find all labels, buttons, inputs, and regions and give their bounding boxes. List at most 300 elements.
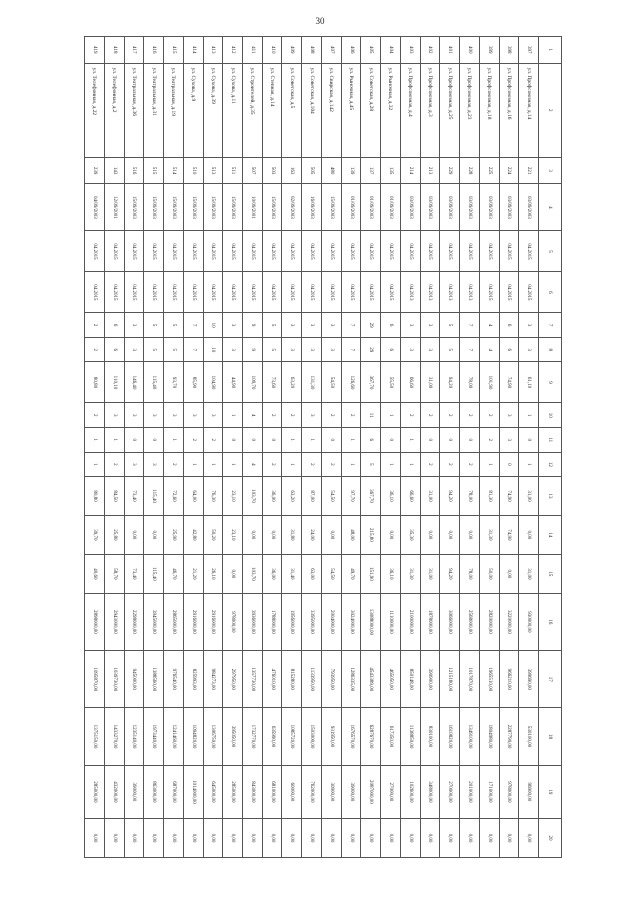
table-cell: 1306750,00 — [203, 708, 223, 765]
table-cell: 1965510,00 — [479, 651, 499, 708]
table-cell: 9 — [242, 313, 262, 338]
table-cell: 1 — [400, 427, 420, 452]
table-cell: 1 — [381, 403, 401, 428]
address-cell: ул. Свирская, д.142 — [321, 63, 341, 157]
table-cell: 0,00 — [124, 818, 144, 857]
table-cell: 0,00 — [499, 818, 519, 857]
table-cell: 0,00 — [381, 818, 401, 857]
table-cell: 126,60 — [341, 362, 361, 403]
header-cell: 7 — [539, 313, 562, 338]
table-cell: 1878000,00 — [420, 593, 440, 650]
table-cell: 225 — [479, 157, 499, 184]
table-cell: 115,40 — [144, 477, 164, 516]
table-cell: 1085720,00 — [282, 708, 302, 765]
table-cell: 3 — [499, 427, 519, 452]
table-cell: 228 — [460, 157, 480, 184]
table-cell: 1241460,00 — [164, 708, 184, 765]
table-cell: 171000,00 — [479, 765, 499, 818]
table-cell: 04.2015 — [302, 272, 322, 313]
table-cell: 2898000,00 — [85, 593, 105, 650]
table-cell: 31,30 — [479, 515, 499, 554]
table-cell: 815280,00 — [282, 651, 302, 708]
table-cell: 3395000,00 — [302, 593, 322, 650]
table-cell: 2298000,00 — [124, 593, 144, 650]
table-cell: 04.2015 — [519, 272, 539, 313]
table-cell: 87,00 — [302, 477, 322, 516]
table-cell: 645000,00 — [203, 765, 223, 818]
table-cell: 3 — [321, 313, 341, 338]
table-cell: 976540,00 — [164, 651, 184, 708]
table-cell: 1 — [400, 452, 420, 477]
table-cell: 3066000,00 — [440, 593, 460, 650]
table-cell: 0 — [144, 427, 164, 452]
table-cell: 1 — [203, 452, 223, 477]
table-cell: 2943000,00 — [104, 593, 124, 650]
table-cell: 7 — [341, 313, 361, 338]
header-cell: 5 — [539, 231, 562, 272]
table-cell: 01/09/2003 — [361, 184, 381, 231]
table-cell: 2 — [341, 403, 361, 428]
table-cell: 1235140,00 — [124, 708, 144, 765]
table-cell: 2 — [321, 403, 341, 428]
table-cell: 3 — [183, 403, 203, 428]
table-cell: 1138850,00 — [400, 708, 420, 765]
table-cell: 285000,00 — [223, 765, 243, 818]
table-cell: 413 — [203, 37, 223, 64]
table-cell: 04.2015 — [282, 231, 302, 272]
table-cell: 04.2015 — [341, 272, 361, 313]
table-cell: 1 — [183, 452, 203, 477]
table-cell: 966210,00 — [499, 651, 519, 708]
table-cell: 76,30 — [203, 477, 223, 516]
table-cell: 04.2015 — [124, 231, 144, 272]
table-cell: 04.2015 — [400, 231, 420, 272]
table-cell: 03/09/2003 — [420, 184, 440, 231]
table-cell: 221 — [519, 157, 539, 184]
table-cell: 507 — [242, 157, 262, 184]
table-cell: 3945000,00 — [144, 593, 164, 650]
table-cell: 03/09/2003 — [440, 184, 460, 231]
table-cell: 3 — [519, 337, 539, 362]
table-cell: 0,00 — [302, 818, 322, 857]
table-cell: 139 — [341, 157, 361, 184]
table-cell: 61,10 — [519, 362, 539, 403]
table-cell: 850148,00 — [400, 651, 420, 708]
table-cell: 1 — [104, 427, 124, 452]
table-row — [223, 37, 243, 858]
table-cell: 4 — [242, 403, 262, 428]
table-cell: 01/09/2003 — [381, 184, 401, 231]
table-cell: 143 — [104, 157, 124, 184]
address-cell: ул. Театральная, д.31 — [144, 63, 164, 157]
table-cell: 01/09/2003 — [341, 184, 361, 231]
table-cell: 23,10 — [223, 515, 243, 554]
table-cell: 395050,00 — [223, 708, 243, 765]
table-cell: 931950,00 — [321, 708, 341, 765]
header-cell: 11 — [539, 427, 562, 452]
table-cell: 54,50 — [321, 477, 341, 516]
table-cell: 04.2015 — [223, 272, 243, 313]
table-cell: 2 — [460, 403, 480, 428]
table-cell: 945000,00 — [124, 651, 144, 708]
table-cell: 29 — [361, 313, 381, 338]
header-cell: 3 — [539, 157, 562, 184]
table-cell: 04.2015 — [341, 231, 361, 272]
table-cell: 58,70 — [104, 554, 124, 593]
table-cell: 0,00 — [420, 515, 440, 554]
table-cell: 7 — [183, 313, 203, 338]
table-cell: 36,10 — [381, 554, 401, 593]
table-cell: 93,70 — [164, 362, 184, 403]
table-cell: 1215180,00 — [440, 651, 460, 708]
table-cell: 1095870,00 — [85, 651, 105, 708]
table-cell: 2916000,00 — [183, 593, 203, 650]
table-cell: 418 — [104, 37, 124, 64]
table-cell: 2 — [479, 403, 499, 428]
table-cell: 224 — [499, 157, 519, 184]
table-cell: 2 — [203, 427, 223, 452]
table-cell: 403 — [400, 37, 420, 64]
table-cell: 1110000,00 — [381, 593, 401, 650]
table-cell: 1 — [479, 452, 499, 477]
table-cell: 1 — [282, 427, 302, 452]
table-cell: 399690,00 — [519, 651, 539, 708]
table-cell: 04.2015 — [460, 231, 480, 272]
header-cell: 9 — [539, 362, 562, 403]
table-cell: 04.2015 — [203, 231, 223, 272]
table-cell: 94,20 — [440, 362, 460, 403]
table-cell: 1388560,00 — [144, 651, 164, 708]
header-cell: 18 — [539, 708, 562, 765]
table-cell: 239 — [85, 157, 105, 184]
table-cell: 23,10 — [223, 477, 243, 516]
table-cell: 1 — [223, 403, 243, 428]
table-cell: 2916000,00 — [203, 593, 223, 650]
table-cell: 1 — [164, 427, 184, 452]
table-cell: 72,60 — [164, 477, 184, 516]
table-cell: 1676570,00 — [341, 708, 361, 765]
table-cell: 39000,00 — [341, 765, 361, 818]
address-cell: ул. Профсоюзная, д.25 — [440, 63, 460, 157]
table-cell: 1 — [223, 452, 243, 477]
address-cell: ул. Советская, д.28 — [361, 63, 381, 157]
table-cell: 2 — [85, 403, 105, 428]
table-cell: 408 — [302, 37, 322, 64]
table-cell: 73,60 — [262, 362, 282, 403]
table-cell: 5 — [440, 337, 460, 362]
table-row — [440, 37, 460, 858]
table-cell: 7 — [460, 337, 480, 362]
address-cell: ул. Профсоюзная, д.16 — [499, 63, 519, 157]
table-cell: 1014000,00 — [183, 765, 203, 818]
table-cell: 3220000,00 — [499, 593, 519, 650]
table-cell: 0 — [223, 427, 243, 452]
table-cell: 2287790,00 — [499, 708, 519, 765]
table-cell: 1 — [381, 452, 401, 477]
address-cell: ул. Профсоюзная, д.23 — [460, 63, 480, 157]
table-row — [262, 37, 282, 858]
table-cell: 0,00 — [420, 818, 440, 857]
table-cell: 0,00 — [460, 515, 480, 554]
table-cell: 74,90 — [499, 515, 519, 554]
table-cell: 63,00 — [302, 554, 322, 593]
table-cell: 104,90 — [203, 362, 223, 403]
table-cell: 515 — [144, 157, 164, 184]
table-cell: 513 — [203, 157, 223, 184]
table-cell: 1732770,00 — [242, 708, 262, 765]
table-cell: 405 — [361, 37, 381, 64]
header-cell: 2 — [539, 63, 562, 157]
address-cell: ул. Телефонная, д.22 — [85, 63, 105, 157]
table-cell: 681000,00 — [262, 765, 282, 818]
table-cell: 0,00 — [242, 515, 262, 554]
table-cell: 2 — [262, 452, 282, 477]
table-cell: 367,70 — [361, 362, 381, 403]
table-cell: 1 — [85, 427, 105, 452]
table-cell: 6287670,00 — [361, 708, 381, 765]
table-cell: 04.2015 — [242, 272, 262, 313]
table-cell: 15/09/2003 — [223, 184, 243, 231]
table-cell: 04.2015 — [262, 231, 282, 272]
table-row — [282, 37, 302, 858]
table-row — [302, 37, 322, 858]
table-cell: 04.2013 — [440, 272, 460, 313]
table-cell: 31,80 — [282, 515, 302, 554]
table-cell: 1 — [341, 452, 361, 477]
address-cell: ул. Профсоюзная, д.18 — [479, 63, 499, 157]
table-cell: 25,90 — [164, 515, 184, 554]
table-cell: 04.2015 — [203, 272, 223, 313]
address-cell: ул. Рыночная, д.32 — [381, 63, 401, 157]
table-cell: 78,00 — [460, 362, 480, 403]
table-cell: 0,00 — [262, 515, 282, 554]
table-cell: 0,00 — [262, 818, 282, 857]
table-row — [381, 37, 401, 858]
table-cell: 3 — [400, 337, 420, 362]
table-cell: 6 — [499, 313, 519, 338]
table-cell: 1357730,00 — [242, 651, 262, 708]
table-cell: 4 — [242, 452, 262, 477]
table-cell: 44,90 — [223, 362, 243, 403]
table-cell: 40,60 — [85, 554, 105, 593]
table-cell: 6 — [381, 337, 401, 362]
table-cell: 793950,00 — [321, 651, 341, 708]
table-cell: 412 — [223, 37, 243, 64]
table-cell: 04.2015 — [104, 272, 124, 313]
table-cell: 36,00 — [262, 477, 282, 516]
table-cell: 36,10 — [381, 477, 401, 516]
header-cell: 16 — [539, 593, 562, 650]
table-cell: 15/09/2003 — [203, 184, 223, 231]
table-cell: 6 — [104, 313, 124, 338]
table-row — [124, 37, 144, 858]
table-cell: 04.2015 — [321, 272, 341, 313]
table-cell: 1094820,00 — [183, 708, 203, 765]
table-cell: 0,00 — [282, 818, 302, 857]
table-cell: 15/09/2003 — [144, 184, 164, 231]
table-cell: 39,70 — [85, 515, 105, 554]
table-cell: 2 — [440, 452, 460, 477]
table-cell: 135 — [381, 157, 401, 184]
table-cell: 26,10 — [203, 554, 223, 593]
table-cell: 505 — [302, 157, 322, 184]
table-cell: 1 — [341, 427, 361, 452]
table-cell: 21,20 — [183, 554, 203, 593]
table-cell: 3936000,00 — [242, 593, 262, 650]
table-cell: 80,80 — [85, 477, 105, 516]
table-cell: 3 — [144, 403, 164, 428]
table-cell: 0,00 — [321, 515, 341, 554]
table-cell: 229 — [440, 157, 460, 184]
table-cell: 1 — [302, 427, 322, 452]
table-cell: 04.2015 — [440, 231, 460, 272]
table-cell: 12/09/2001 — [104, 184, 124, 231]
table-cell: 04.2015 — [499, 231, 519, 272]
table-cell: 687000,00 — [164, 765, 184, 818]
table-cell: 3 — [104, 403, 124, 428]
table-cell: 10/09/2001 — [242, 184, 262, 231]
table-cell: 46,70 — [164, 554, 184, 593]
table-cell: 1 — [85, 452, 105, 477]
table-cell: 0 — [420, 427, 440, 452]
table-cell: 36,00 — [262, 554, 282, 593]
address-cell: ул. Сухова, д.11 — [223, 63, 243, 157]
table-cell: 411 — [242, 37, 262, 64]
table-cell: 930000,00 — [519, 593, 539, 650]
table-cell: 50,20 — [203, 515, 223, 554]
table-cell: 42,80 — [183, 515, 203, 554]
table-cell: 16/09/2003 — [302, 184, 322, 231]
address-cell: ул. Профсоюзная, д.3 — [420, 63, 440, 157]
address-cell: ул. Театральная, д.19 — [164, 63, 184, 157]
table-cell: 415 — [164, 37, 184, 64]
table-cell: 3 — [223, 313, 243, 338]
table-cell: 201000,00 — [460, 765, 480, 818]
table-cell: 04.2015 — [183, 231, 203, 272]
table-cell: 6 — [381, 313, 401, 338]
table-cell: 0,00 — [203, 818, 223, 857]
table-cell: 146,40 — [124, 362, 144, 403]
header-cell: 4 — [539, 184, 562, 231]
table-cell: 0 — [519, 427, 539, 452]
table-cell: 0,00 — [144, 515, 164, 554]
table-cell: 50,00 — [479, 554, 499, 593]
header-cell: 6 — [539, 272, 562, 313]
table-cell: 0,00 — [223, 554, 243, 593]
table-cell: 409 — [282, 37, 302, 64]
table-cell: 04.2015 — [144, 231, 164, 272]
rotated-table-wrapper — [84, 36, 562, 858]
table-cell: 3 — [164, 403, 184, 428]
table-cell: 137 — [361, 157, 381, 184]
table-cell: 5 — [361, 452, 381, 477]
address-cell: ул. Строителей, д.35 — [242, 63, 262, 157]
table-cell: 74,90 — [499, 477, 519, 516]
table-cell: 1017870,00 — [460, 651, 480, 708]
address-cell: ул. Телефонная, д.2 — [104, 63, 124, 157]
table-cell: 60000,00 — [282, 765, 302, 818]
table-cell: 31,00 — [420, 477, 440, 516]
table-cell: 102600,00 — [400, 765, 420, 818]
address-cell: ул. Профсоюзная, д.14 — [519, 63, 539, 157]
table-cell: 3 — [124, 403, 144, 428]
table-cell: 978000,00 — [223, 593, 243, 650]
table-cell: 2087000,00 — [361, 765, 381, 818]
table-cell: 0,00 — [519, 818, 539, 857]
table-cell: 3 — [124, 337, 144, 362]
table-cell: 29 — [361, 337, 381, 362]
table-cell: 03/09/2003 — [479, 184, 499, 231]
table-cell: 2004000,00 — [321, 593, 341, 650]
table-cell: 402 — [420, 37, 440, 64]
table-cell: 84,50 — [104, 477, 124, 516]
table-cell: 04.2013 — [420, 272, 440, 313]
table-cell: 5 — [144, 337, 164, 362]
table-cell: 31,00 — [519, 477, 539, 516]
table-cell: 0,00 — [124, 515, 144, 554]
table-cell: 0 — [440, 427, 460, 452]
table-cell: 3 — [302, 403, 322, 428]
table-cell: 4543389,00 — [361, 651, 381, 708]
table-cell: 04.2015 — [183, 272, 203, 313]
table-cell: 81,30 — [479, 477, 499, 516]
table-cell: 432000,00 — [104, 765, 124, 818]
table-cell: 397 — [519, 37, 539, 64]
table-cell: 24,00 — [302, 515, 322, 554]
table-cell: 3 — [420, 313, 440, 338]
table-cell: 516 — [124, 157, 144, 184]
table-cell: 31,30 — [400, 554, 420, 593]
table-cell: 1503000,00 — [302, 708, 322, 765]
table-cell: 465050,00 — [381, 651, 401, 708]
table-cell: 1133950,00 — [302, 651, 322, 708]
table-cell: 4 — [479, 313, 499, 338]
table-cell: 2 — [262, 403, 282, 428]
table-cell: 0,00 — [223, 818, 243, 857]
table-cell: 1433270,00 — [104, 708, 124, 765]
table-cell: 270000,00 — [440, 765, 460, 818]
table-cell: 416 — [144, 37, 164, 64]
table-cell: 25,80 — [104, 515, 124, 554]
table-row — [85, 37, 105, 858]
table-cell: 04.2015 — [381, 231, 401, 272]
table-cell: 109,70 — [242, 362, 262, 403]
table-cell: 63,20 — [282, 362, 302, 403]
table-cell: 0,00 — [400, 818, 420, 857]
table-cell: 400 — [460, 37, 480, 64]
table-cell: 0,00 — [381, 515, 401, 554]
table-cell: 30900,00 — [321, 765, 341, 818]
address-cell: ул. Сухова, д.39 — [203, 63, 223, 157]
table-cell: 5 — [144, 313, 164, 338]
table-row — [519, 37, 539, 858]
table-cell: 1286335,00 — [341, 651, 361, 708]
table-cell: 74,90 — [499, 362, 519, 403]
address-cell: ул. Профсоюзная, д.4 — [400, 63, 420, 157]
table-row — [400, 37, 420, 858]
table-cell: 2 — [104, 452, 124, 477]
table-cell: 48,00 — [341, 515, 361, 554]
table-cell: 1804980,00 — [479, 708, 499, 765]
header-cell: 1 — [539, 37, 562, 64]
table-cell: 63,20 — [282, 477, 302, 516]
header-cell: 19 — [539, 765, 562, 818]
table-cell: 131,30 — [302, 362, 322, 403]
table-cell: 0,00 — [361, 818, 381, 857]
housing-register-table — [84, 36, 562, 858]
table-cell: 103,70 — [242, 477, 262, 516]
table-cell: 101,90 — [479, 362, 499, 403]
